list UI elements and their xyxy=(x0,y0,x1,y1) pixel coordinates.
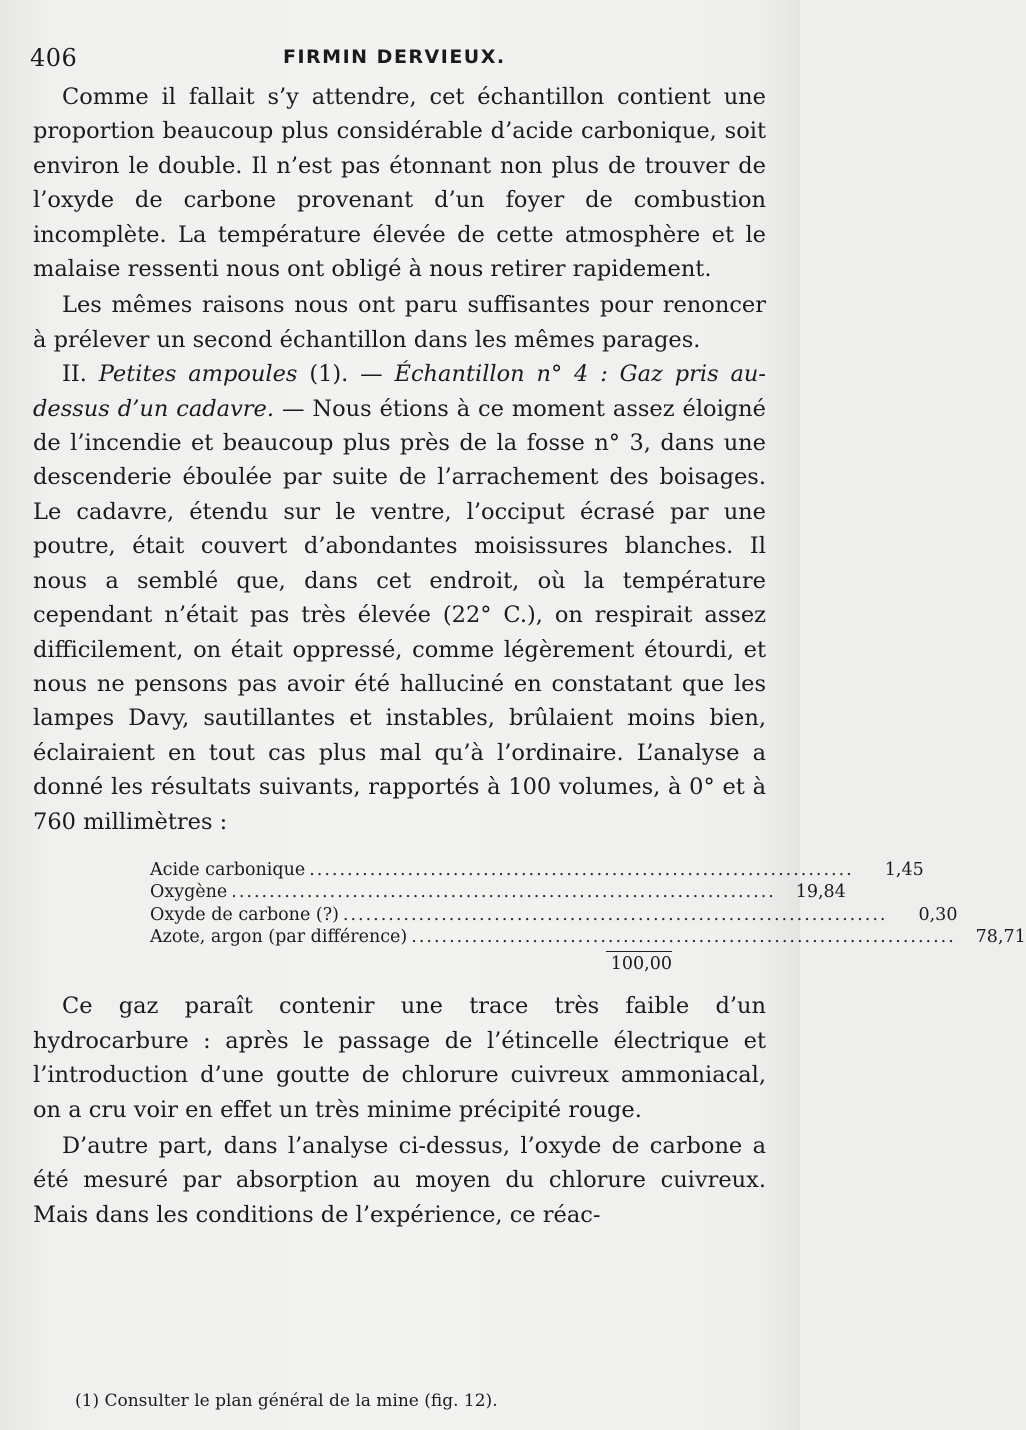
page-header xyxy=(30,34,770,74)
row-label: Oxyde de carbone (?) xyxy=(150,904,339,925)
page-number: 406 xyxy=(30,44,78,72)
table-row xyxy=(150,859,924,882)
section-number: II. xyxy=(62,361,99,388)
leader-dots: ........................................................................ xyxy=(342,904,888,925)
row-value: 78,71 xyxy=(975,927,1026,948)
row-label: Acide carbonique xyxy=(150,859,306,880)
total-value: 100,00 xyxy=(606,951,672,976)
row-value: 1,45 xyxy=(884,859,924,880)
paragraph-2: Les mêmes raisons nous ont paru suffisantes pour renoncer à prélever un second échantillon dans les mêmes parages. xyxy=(33,292,766,353)
running-title: FIRMIN DERVIEUX. xyxy=(283,46,506,68)
leader-dots: ........................................................................ xyxy=(411,927,956,948)
table-row xyxy=(150,881,846,904)
footnote-reference: (1). — xyxy=(297,361,395,388)
paragraph-4: Ce gaz paraît contenir une trace très faible d’un hydrocarbure : après le passage de l’étincelle électrique et l’introduction d’une goutte de chlorure cuivreux ammoniacal, on a cru voir en effet un très minime précipité rouge. xyxy=(33,993,766,1123)
section-heading: Petites ampoules xyxy=(98,361,298,388)
paragraph-1: Comme il fallait s’y attendre, cet échantillon contient une proportion beaucoup plus considérable d’acide carbonique, soit environ le double. Il n’est pas étonnant non plus de trouver de l’oxyde de carbone provenant d’un foyer de combustion incomplète. La température élevée de cette atmosphère et le malaise ressenti nous ont obligé à nous retirer rapidement. xyxy=(33,84,766,283)
sample-title: Échantillon n° 4 : Gaz pris au-dessus d’un cadavre. xyxy=(33,361,766,422)
row-label: Azote, argon (par différence) xyxy=(150,927,408,948)
paragraph-3-text: — Nous étions à ce moment assez éloigné de l’incendie et beaucoup plus près de la fosse n° 3, dans une descenderie éboulée par suite de l’arrachement des boisages. Le cadavre, étendu sur le ventre, l’occiput écrasé par une poutre, était couvert d’abondantes moisissures blanches. Il nous a semblé que, dans cet endroit, où la température cependant n’était pas très élevée (22° C.), on respirait assez difficilement, on était oppressé, comme légèrement étourdi, et nous ne pensons pas avoir été halluciné en constatant que les lampes Davy, sautillantes et instables, brûlaient moins bien, éclairaient en tout cas plus mal qu’à l’ordinaire. L’analyse a donné les résultats suivants, rapportés à 100 volumes, à 0° et à 760 millimètres : xyxy=(33,395,766,835)
paragraph-5: D’autre part, dans l’analyse ci-dessus, l’oxyde de carbone a été mesuré par absorption au moyen du chlorure cuivreux. Mais dans les conditions de l’expérience, ce réac- xyxy=(33,1133,766,1228)
leader-dots: ........................................................................ xyxy=(309,859,854,880)
table-row xyxy=(150,926,1026,949)
gas-analysis-table xyxy=(150,859,1026,976)
row-value: 19,84 xyxy=(795,882,846,903)
paragraph-3 xyxy=(33,357,766,839)
row-value: 0,30 xyxy=(918,904,958,925)
row-label: Oxygène xyxy=(150,882,228,903)
table-row xyxy=(150,904,958,927)
leader-dots: ........................................................................ xyxy=(231,882,776,903)
body-text xyxy=(33,80,1026,1232)
footnote: (1) Consulter le plan général de la mine (fig. 12). xyxy=(75,1391,498,1411)
total-row xyxy=(150,949,672,976)
